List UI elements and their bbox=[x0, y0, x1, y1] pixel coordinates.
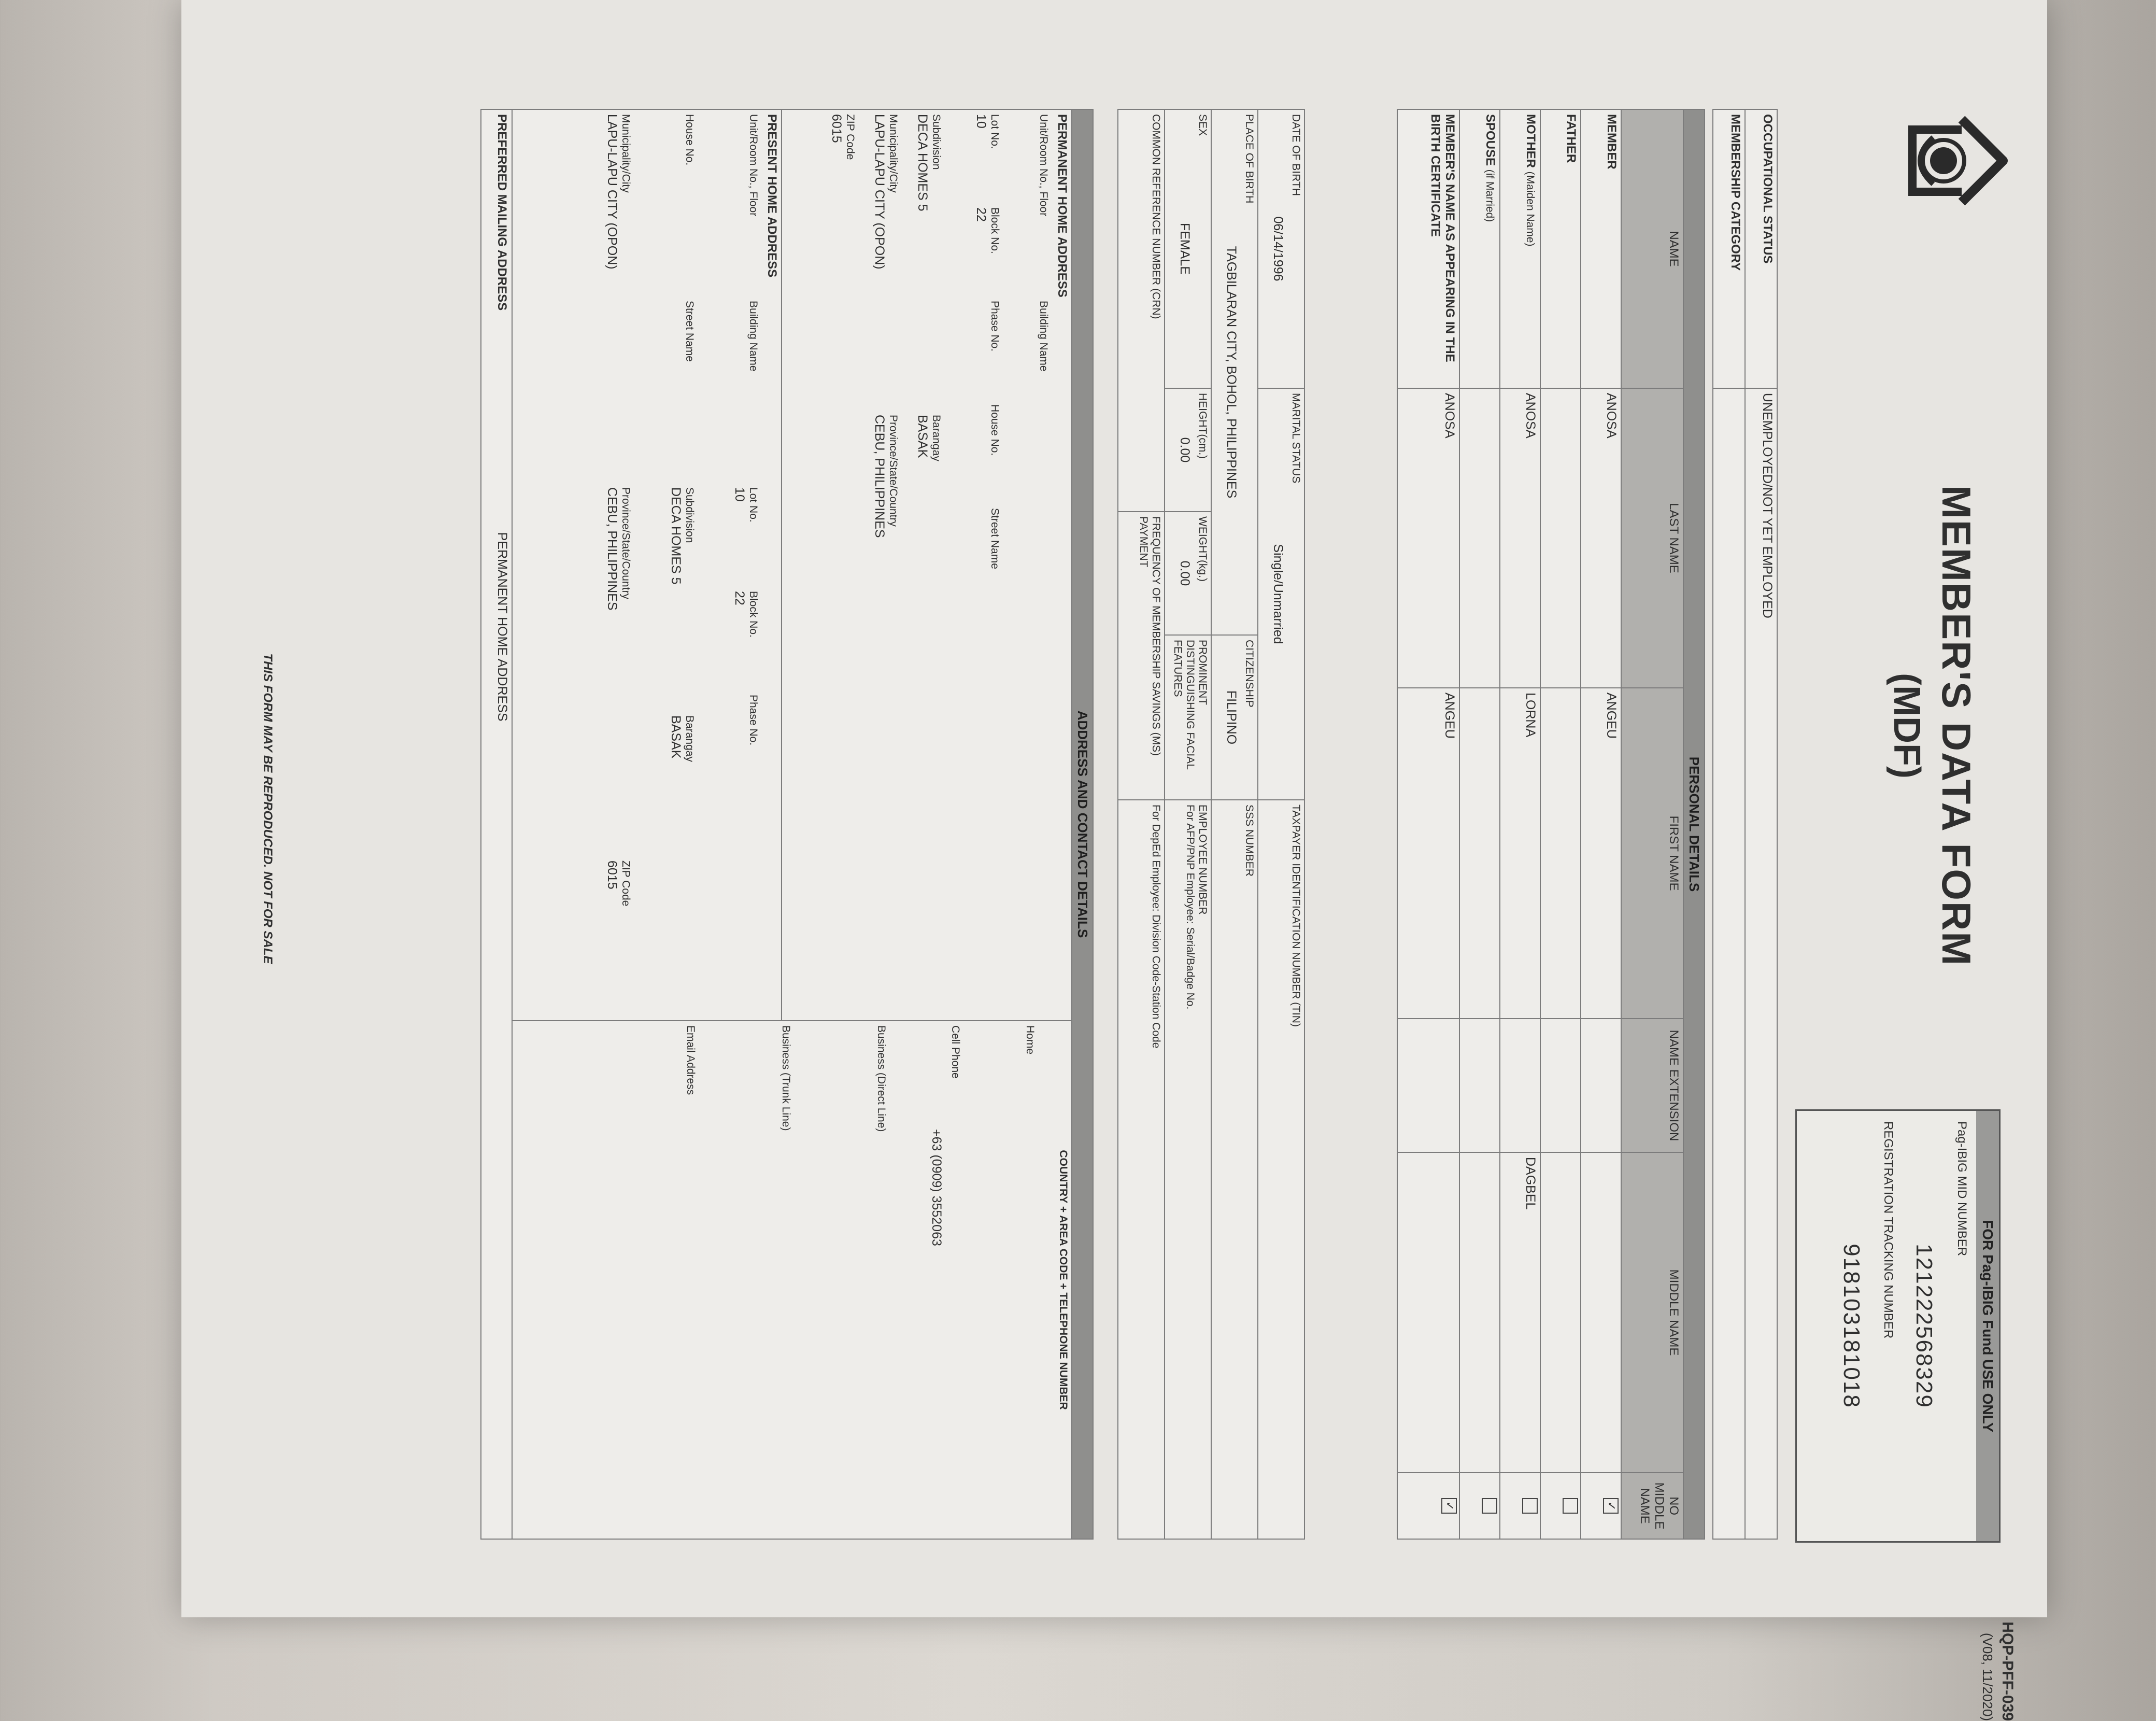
birthcert-middle-name bbox=[1397, 1152, 1459, 1473]
col-name-extension: NAME EXTENSION bbox=[1621, 1019, 1683, 1152]
member-label: MEMBER bbox=[1581, 109, 1621, 388]
preferred-mailing-value: PERMANENT HOME ADDRESS bbox=[495, 532, 509, 722]
row-father bbox=[1540, 109, 1581, 1539]
personal-details-table bbox=[1397, 109, 1705, 1540]
row-birth-certificate-name bbox=[1397, 109, 1459, 1539]
mother-label: MOTHER bbox=[1524, 114, 1538, 168]
member-last-name: ANOSA bbox=[1581, 388, 1621, 688]
personal-details-heading: PERSONAL DETAILS bbox=[1683, 109, 1705, 1539]
father-first-name bbox=[1540, 688, 1581, 1019]
crn-label: COMMON REFERENCE NUMBER (CRN) bbox=[1150, 114, 1162, 319]
marital-status-label: MARITAL STATUS bbox=[1290, 393, 1302, 484]
perm-municipality-value: LAPU-LAPU CITY (OPON) bbox=[872, 114, 887, 270]
permanent-address-label: PERMANENT HOME ADDRESS bbox=[1055, 114, 1069, 298]
place-of-birth-value: TAGBILARAN CITY, BOHOL, PHILIPPINES bbox=[1224, 246, 1239, 499]
pres-lot-label: Lot No. bbox=[747, 487, 759, 523]
place-of-birth-label: PLACE OF BIRTH bbox=[1243, 114, 1255, 204]
pres-province-value: CEBU, PHILIPPINES bbox=[605, 487, 619, 611]
pres-barangay-value: BASAK bbox=[669, 715, 683, 759]
pres-province-label: Province/State/Country bbox=[620, 487, 632, 599]
col-no-middle-name: NO MIDDLE NAME bbox=[1621, 1473, 1683, 1539]
pres-block-label: Block No. bbox=[747, 591, 759, 638]
preferred-mailing-label: PREFERRED MAILING ADDRESS bbox=[495, 114, 509, 311]
height-value: 0.00 bbox=[1178, 437, 1192, 463]
date-of-birth-value: 06/14/1996 bbox=[1271, 216, 1285, 281]
cell-phone-label: Cell Phone bbox=[949, 1025, 961, 1079]
father-no-middle-name-checkbox[interactable] bbox=[1563, 1498, 1578, 1514]
perm-province-value: CEBU, PHILIPPINES bbox=[872, 415, 887, 538]
perm-lot-label: Lot No. bbox=[989, 114, 1001, 149]
home-phone-label: Home bbox=[1024, 1025, 1036, 1055]
rtn-label: REGISTRATION TRACKING NUMBER bbox=[1881, 1121, 1895, 1339]
birthcert-no-middle-name-checkbox[interactable]: ✓ bbox=[1441, 1498, 1457, 1514]
member-no-middle-name-checkbox[interactable]: ✓ bbox=[1603, 1498, 1619, 1514]
mother-first-name: LORNA bbox=[1500, 688, 1540, 1019]
reproduction-notice: THIS FORM MAY BE REPRODUCED. NOT FOR SALE bbox=[261, 653, 275, 964]
form-version: (V08, 11/2020) bbox=[1980, 1632, 1995, 1721]
perm-block-label: Block No. bbox=[989, 207, 1001, 254]
business-direct-label: Business (Direct Line) bbox=[875, 1025, 887, 1132]
perm-zip-label: ZIP Code bbox=[844, 114, 856, 160]
membership-category-value bbox=[1713, 388, 1745, 1539]
pres-unit-label: Unit/Room No., Floor bbox=[747, 114, 759, 217]
deped-division-label: For DepEd Employee: Division Code-Station Code bbox=[1150, 805, 1162, 1049]
spouse-no-middle-name-checkbox[interactable] bbox=[1482, 1498, 1497, 1514]
pres-block-value: 22 bbox=[732, 591, 747, 605]
permanent-address-row bbox=[782, 109, 1072, 1539]
form-code: HQP-PFF-039 bbox=[1999, 1621, 2016, 1721]
spouse-label: SPOUSE bbox=[1483, 114, 1497, 166]
row-mother bbox=[1500, 109, 1540, 1539]
father-label: FATHER bbox=[1540, 109, 1581, 388]
row-spouse bbox=[1459, 109, 1500, 1539]
height-label: HEIGHT(cm.) bbox=[1197, 393, 1209, 459]
pres-municipality-value: LAPU-LAPU CITY (OPON) bbox=[605, 114, 619, 270]
citizenship-label: CITIZENSHIP bbox=[1243, 640, 1255, 708]
afp-pnp-serial-label: For AFP/PNP Employee: Serial/Badge No. bbox=[1184, 805, 1196, 1010]
cell-phone-value: +63 (0909) 3552063 bbox=[929, 1129, 944, 1246]
facial-features-label: PROMINENT DISTINGUISHING FACIAL FEATURES bbox=[1172, 640, 1209, 770]
mother-middle-name: DAGBEL bbox=[1500, 1152, 1540, 1473]
father-name-extension bbox=[1540, 1019, 1581, 1152]
birthcert-name-extension bbox=[1397, 1019, 1459, 1152]
date-of-birth-label: DATE OF BIRTH bbox=[1290, 114, 1302, 196]
perm-block-value: 22 bbox=[974, 207, 988, 222]
pres-zip-value: 6015 bbox=[605, 860, 619, 890]
sss-number-label: SSS NUMBER bbox=[1243, 805, 1255, 877]
pres-barangay-label: Barangay bbox=[684, 715, 696, 762]
occupational-status-label: OCCUPATIONAL STATUS bbox=[1745, 109, 1777, 388]
perm-zip-value: 6015 bbox=[829, 114, 844, 143]
employee-number-label: EMPLOYEE NUMBER bbox=[1197, 805, 1209, 915]
email-label: Email Address bbox=[685, 1025, 697, 1095]
marital-status-value: Single/Unmarried bbox=[1271, 544, 1285, 644]
pag-ibig-fund-logo bbox=[1902, 109, 2011, 213]
perm-building-label: Building Name bbox=[1038, 301, 1049, 372]
perm-barangay-value: BASAK bbox=[915, 415, 930, 458]
rtn-value: 918103181018 bbox=[1839, 1244, 1864, 1408]
weight-label: WEIGHT(kg.) bbox=[1197, 516, 1209, 582]
spouse-middle-name bbox=[1459, 1152, 1500, 1473]
perm-subdivision-value: DECA HOMES 5 bbox=[915, 114, 930, 211]
member-middle-name bbox=[1581, 1152, 1621, 1473]
perm-barangay-label: Barangay bbox=[930, 415, 942, 461]
mother-name-extension bbox=[1500, 1019, 1540, 1152]
pres-building-label: Building Name bbox=[747, 301, 759, 372]
ms-payment-frequency-label: FREQUENCY OF MEMBERSHIP SAVINGS (MS) PAYMENT bbox=[1138, 516, 1162, 756]
pres-subdivision-label: Subdivision bbox=[684, 487, 696, 543]
mid-number-value: 121222568329 bbox=[1911, 1244, 1937, 1408]
mother-no-middle-name-checkbox[interactable] bbox=[1522, 1498, 1538, 1514]
status-table bbox=[1712, 109, 1778, 1540]
pres-lot-value: 10 bbox=[732, 487, 747, 502]
birthcert-first-name: ANGEU bbox=[1397, 688, 1459, 1019]
pres-zip-label: ZIP Code bbox=[620, 860, 632, 907]
address-contact-table bbox=[480, 109, 1094, 1540]
fund-use-only-box bbox=[1795, 1109, 2001, 1543]
form-title: MEMBER'S DATA FORM bbox=[1934, 485, 1979, 967]
sex-label: SEX bbox=[1197, 114, 1209, 136]
col-middle-name: MIDDLE NAME bbox=[1621, 1152, 1683, 1473]
perm-street-label: Street Name bbox=[989, 508, 1001, 569]
member-first-name: ANGEU bbox=[1581, 688, 1621, 1019]
weight-value: 0.00 bbox=[1178, 560, 1192, 586]
col-name: NAME bbox=[1621, 109, 1683, 388]
present-address-label: PRESENT HOME ADDRESS bbox=[765, 114, 779, 278]
perm-unit-label: Unit/Room No., Floor bbox=[1038, 114, 1049, 217]
spouse-label-note: (if Married) bbox=[1484, 169, 1496, 222]
mid-number-label: Pag-IBIG MID NUMBER bbox=[1955, 1121, 1969, 1257]
perm-subdivision-label: Subdivision bbox=[930, 114, 942, 170]
membership-category-label: MEMBERSHIP CATEGORY bbox=[1713, 109, 1745, 388]
perm-province-label: Province/State/Country bbox=[887, 415, 899, 527]
col-first-name: FIRST NAME bbox=[1621, 688, 1683, 1019]
col-last-name: LAST NAME bbox=[1621, 388, 1683, 688]
form-subtitle: (MDF) bbox=[1886, 673, 1927, 779]
member-name-extension bbox=[1581, 1019, 1621, 1152]
pres-street-label: Street Name bbox=[684, 301, 696, 362]
perm-phase-label: Phase No. bbox=[989, 301, 1001, 352]
occupational-status-value: UNEMPLOYED/NOT YET EMPLOYED bbox=[1745, 388, 1777, 1539]
business-trunk-label: Business (Trunk Line) bbox=[780, 1025, 792, 1131]
member-data-form-page bbox=[181, 0, 2047, 1721]
pres-house-label: House No. bbox=[684, 114, 696, 166]
row-member bbox=[1581, 109, 1621, 1539]
mother-last-name: ANOSA bbox=[1500, 388, 1540, 688]
personal-details-more-table bbox=[1117, 109, 1305, 1540]
tin-label: TAXPAYER IDENTIFICATION NUMBER (TIN) bbox=[1290, 805, 1302, 1027]
birthcert-last-name: ANOSA bbox=[1397, 388, 1459, 688]
birth-certificate-name-label: MEMBER'S NAME AS APPEARING IN THE BIRTH CERTIFICATE bbox=[1397, 109, 1459, 388]
perm-municipality-label: Municipality/City bbox=[887, 114, 899, 193]
citizenship-value: FILIPINO bbox=[1224, 690, 1239, 745]
spouse-last-name bbox=[1459, 388, 1500, 688]
mother-label-note: (Maiden Name) bbox=[1524, 171, 1536, 247]
perm-house-label: House No. bbox=[989, 404, 1001, 456]
father-last-name bbox=[1540, 388, 1581, 688]
fund-use-heading: FOR Pag-IBIG Fund USE ONLY bbox=[1976, 1111, 1999, 1541]
pres-phase-label: Phase No. bbox=[747, 695, 759, 746]
pres-municipality-label: Municipality/City bbox=[620, 114, 632, 193]
pres-subdivision-value: DECA HOMES 5 bbox=[669, 487, 683, 585]
father-middle-name bbox=[1540, 1152, 1581, 1473]
perm-lot-value: 10 bbox=[974, 114, 988, 129]
sex-value: FEMALE bbox=[1178, 222, 1192, 275]
address-contact-heading: ADDRESS AND CONTACT DETAILS bbox=[1072, 109, 1093, 1539]
spouse-name-extension bbox=[1459, 1019, 1500, 1152]
spouse-first-name bbox=[1459, 688, 1500, 1019]
telephone-format-heading: COUNTRY + AREA CODE + TELEPHONE NUMBER bbox=[1057, 1150, 1069, 1410]
